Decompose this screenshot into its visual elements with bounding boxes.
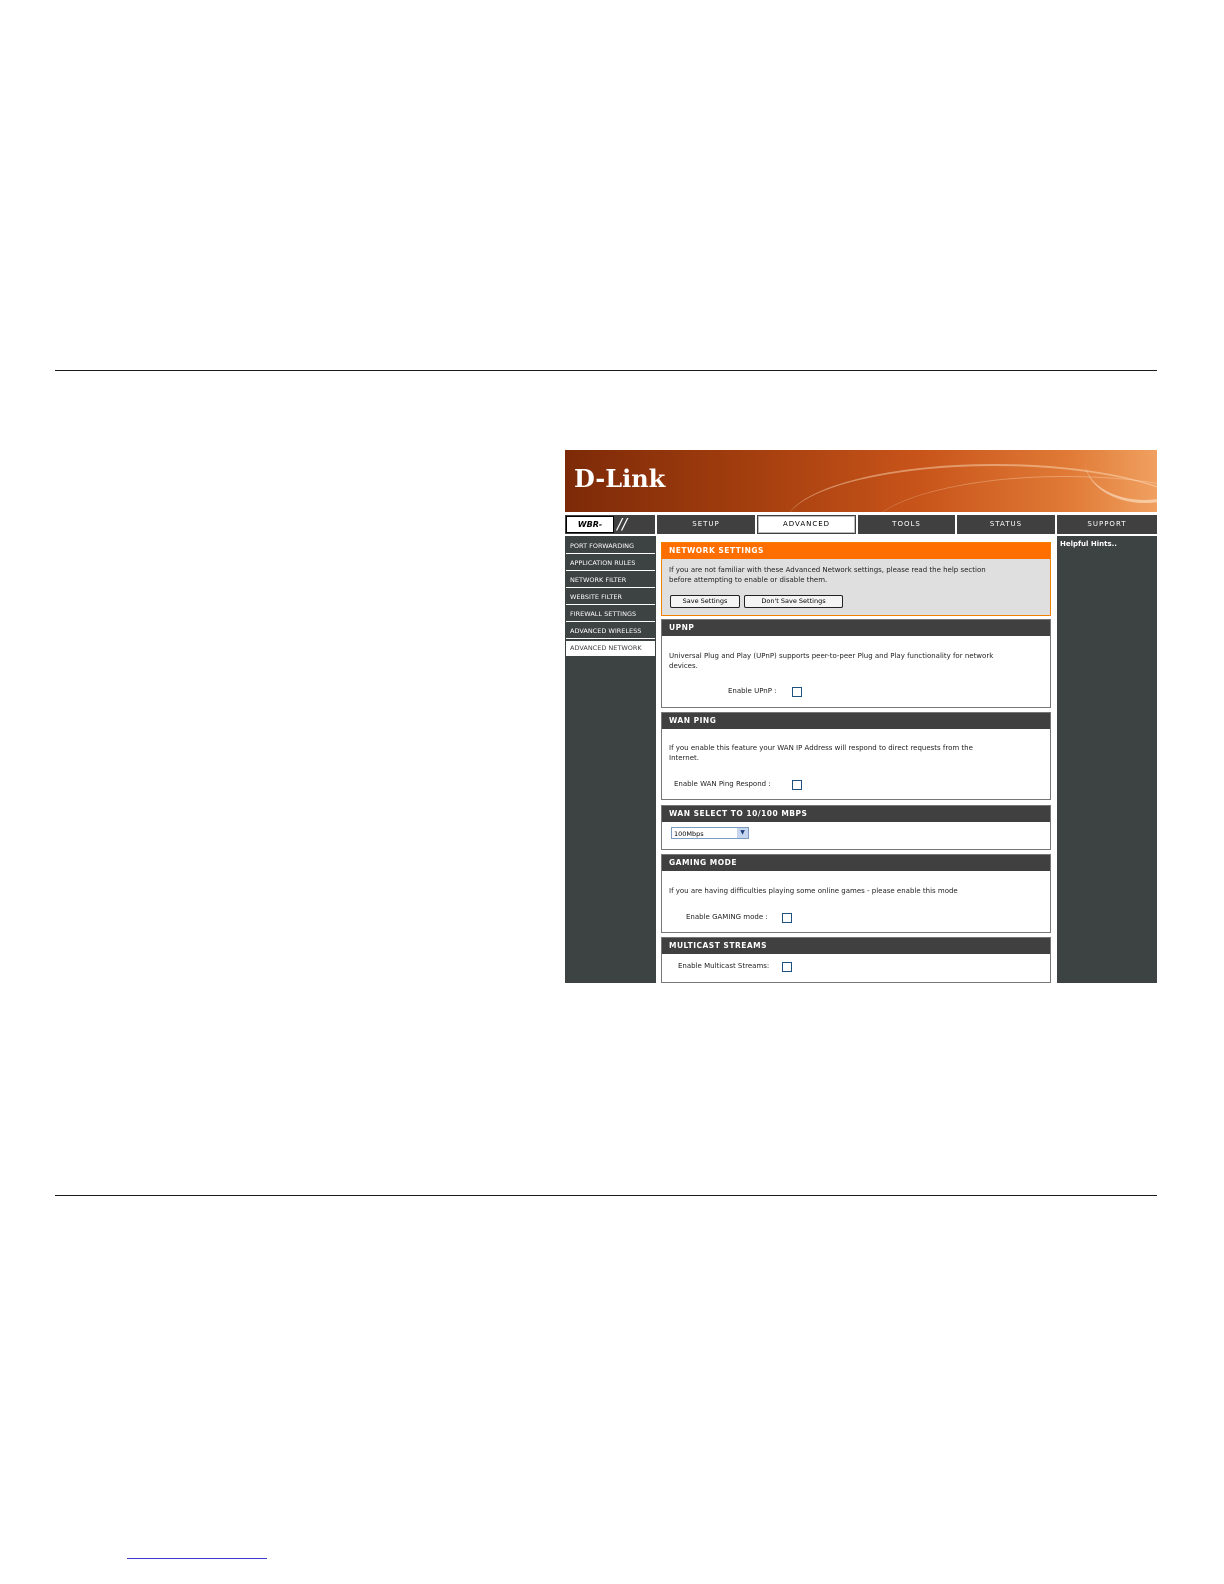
tab-support[interactable]: SUPPORT	[1057, 515, 1157, 534]
helpful-hints-panel	[1057, 536, 1157, 983]
enable-wan-ping-label: Enable WAN Ping Respond :	[674, 780, 771, 788]
wan-select-panel	[661, 805, 1051, 850]
gaming-mode-description: If you are having difficulties playing some online games - please enable this mode	[669, 887, 958, 895]
sidebar-item-firewall-settings[interactable]: FIREWALL SETTINGS	[566, 607, 655, 622]
network-settings-panel	[661, 542, 1051, 616]
tab-tools[interactable]: TOOLS	[858, 515, 955, 534]
description-line: If you enable this feature your WAN IP Address will respond to direct requests from the	[669, 744, 973, 752]
router-admin-screenshot	[565, 450, 1157, 983]
top-navigation	[565, 514, 1157, 536]
network-settings-description	[669, 565, 1039, 585]
slash-decoration: //	[617, 515, 628, 533]
enable-multicast-label: Enable Multicast Streams:	[678, 962, 770, 970]
wan-ping-panel	[661, 712, 1051, 800]
top-divider	[55, 370, 1157, 371]
sidebar-item-website-filter[interactable]: WEBSITE FILTER	[566, 590, 655, 605]
description-line: If you are not familiar with these Advanced Network settings, please read the help section	[669, 566, 986, 574]
upnp-description	[669, 651, 1039, 671]
sidebar-item-advanced-network[interactable]: ADVANCED NETWORK	[566, 641, 655, 656]
dont-save-settings-button[interactable]: Don't Save Settings	[744, 595, 843, 608]
wan-select-title: WAN SELECT TO 10/100 MBPS	[662, 806, 1050, 822]
multicast-panel	[661, 937, 1051, 983]
sidebar-item-port-forwarding[interactable]: PORT FORWARDING	[566, 539, 655, 554]
upnp-panel	[661, 619, 1051, 708]
wan-speed-selected-value: 100Mbps	[674, 830, 704, 838]
upnp-title: UPNP	[662, 620, 1050, 636]
tab-advanced[interactable]: ADVANCED	[757, 515, 856, 534]
description-line: Universal Plug and Play (UPnP) supports peer-to-peer Plug and Play functionality for network	[669, 652, 994, 660]
bottom-divider	[55, 1195, 1157, 1196]
sidebar	[565, 536, 656, 983]
enable-wan-ping-checkbox[interactable]	[792, 780, 802, 790]
network-settings-title: NETWORK SETTINGS	[662, 543, 1050, 559]
model-label: WBR-	[566, 516, 614, 533]
dlink-logo: D-Link	[574, 464, 666, 493]
sidebar-item-advanced-wireless[interactable]: ADVANCED WIRELESS	[566, 624, 655, 639]
enable-upnp-checkbox[interactable]	[792, 687, 802, 697]
chevron-down-icon[interactable]: ▼	[737, 828, 748, 838]
dlink-banner	[565, 450, 1157, 512]
sidebar-item-application-rules[interactable]: APPLICATION RULES	[566, 556, 655, 571]
description-line: before attempting to enable or disable them.	[669, 576, 828, 584]
enable-upnp-label: Enable UPnP :	[728, 687, 777, 695]
tab-status[interactable]: STATUS	[957, 515, 1055, 534]
gaming-mode-title: GAMING MODE	[662, 855, 1050, 871]
tab-setup[interactable]: SETUP	[657, 515, 755, 534]
description-line: Internet.	[669, 754, 700, 762]
save-settings-button[interactable]: Save Settings	[670, 595, 740, 608]
model-badge	[565, 515, 655, 534]
enable-gaming-mode-label: Enable GAMING mode :	[686, 913, 768, 921]
footer-link-underline[interactable]	[127, 1558, 267, 1559]
enable-gaming-mode-checkbox[interactable]	[782, 913, 792, 923]
wan-ping-description	[669, 743, 1039, 763]
multicast-title: MULTICAST STREAMS	[662, 938, 1050, 954]
wan-ping-title: WAN PING	[662, 713, 1050, 729]
description-line: devices.	[669, 662, 698, 670]
helpful-hints-title: Helpful Hints..	[1060, 540, 1117, 548]
sidebar-item-network-filter[interactable]: NETWORK FILTER	[566, 573, 655, 588]
wan-speed-select[interactable]	[671, 827, 749, 839]
gaming-mode-panel	[661, 854, 1051, 933]
enable-multicast-checkbox[interactable]	[782, 962, 792, 972]
